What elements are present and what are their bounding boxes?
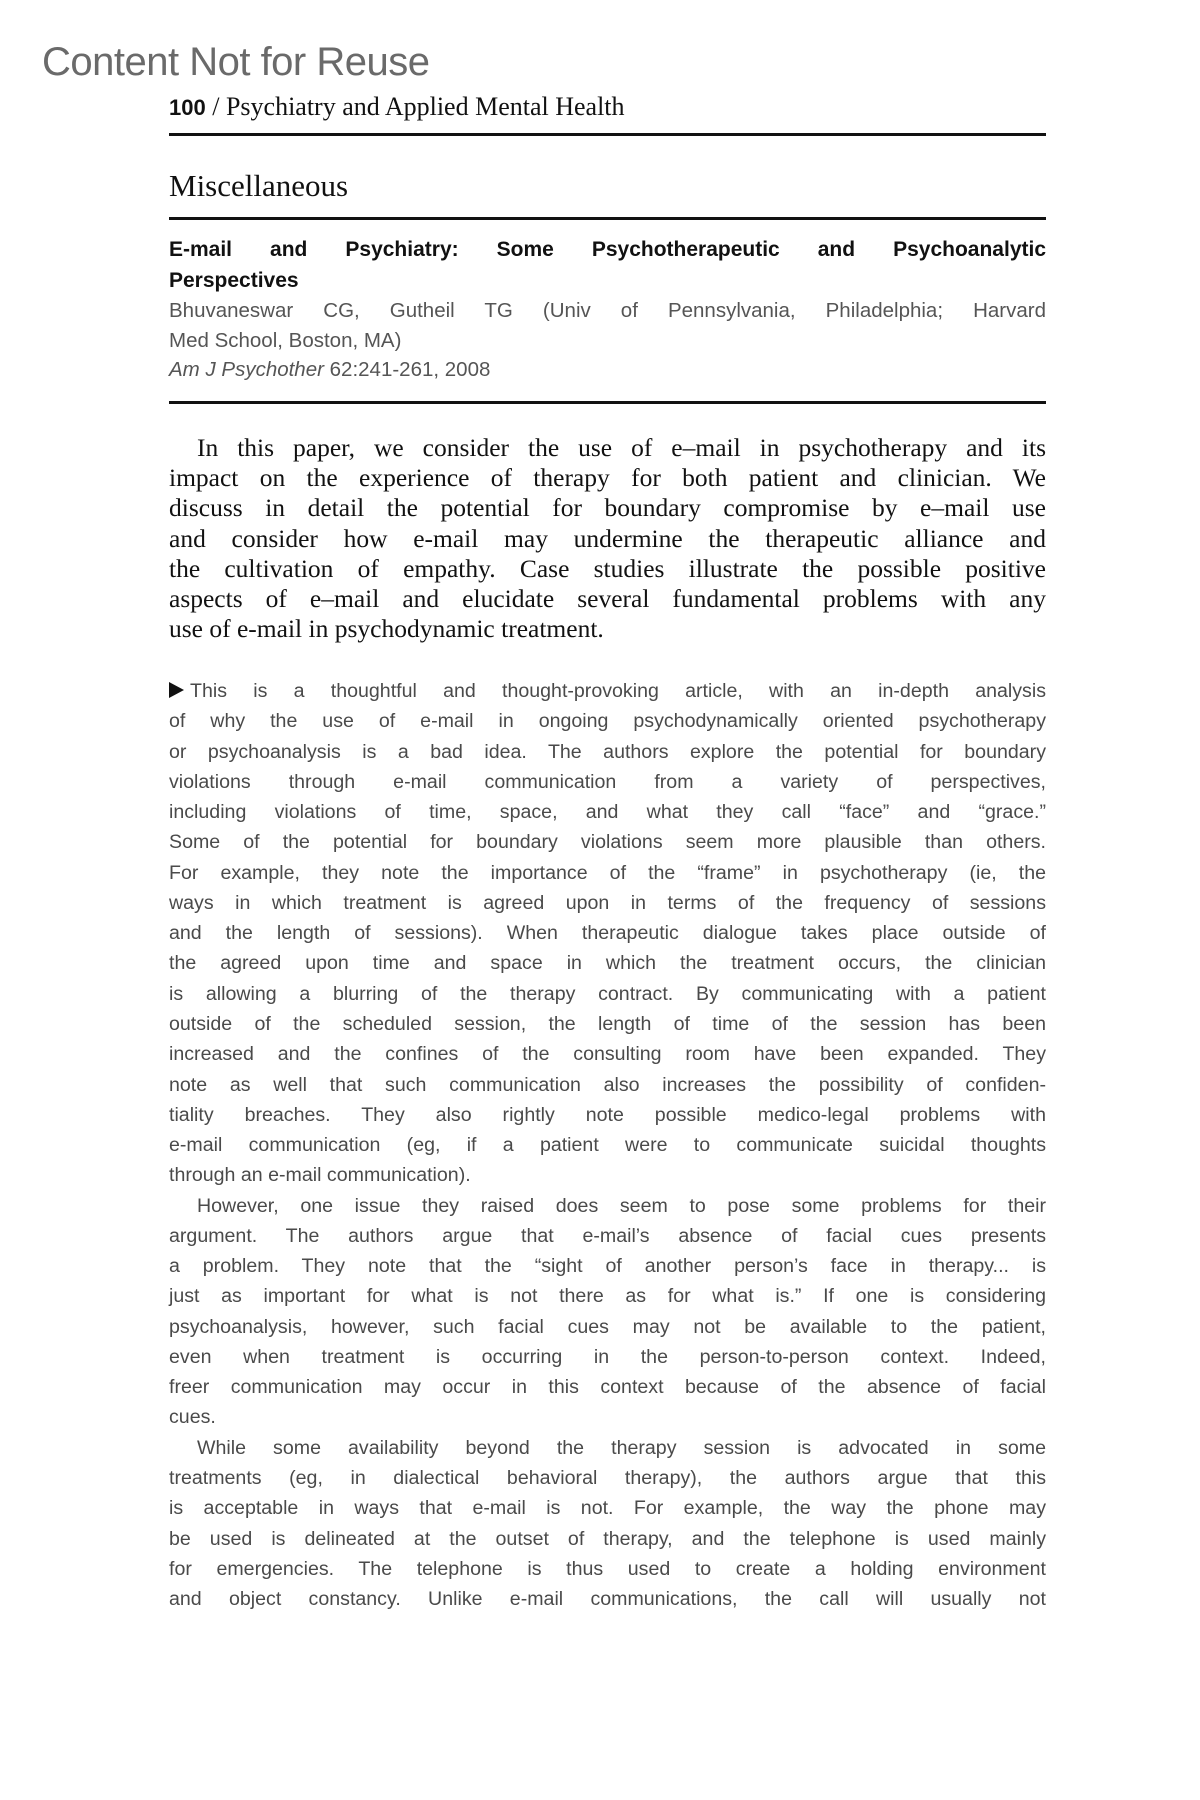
commentary-line: just as important for what is not there as for what is.” If one is considering bbox=[169, 1285, 1046, 1308]
commentary-line: be used is delineated at the outset of therapy, and the telephone is used mainly bbox=[169, 1527, 1046, 1550]
commentary-line: ways in which treatment is agreed upon in terms of the frequency of sessions bbox=[169, 891, 1046, 914]
commentary-line: e-mail communication (eg, if a patient were to communicate suicidal thoughts bbox=[169, 1134, 1046, 1157]
running-head-separator: / bbox=[212, 92, 220, 121]
commentary-line: including violations of time, space, and what they call “face” and “grace.” bbox=[169, 801, 1046, 824]
journal-name: Am J Psychother bbox=[169, 358, 324, 381]
commentary-line: is allowing a blurring of the therapy contract. By communicating with a patient bbox=[169, 982, 1046, 1005]
article-title-line: E-mail and Psychiatry: Some Psychotherapeutic and Psychoanalytic bbox=[169, 238, 1046, 261]
commentary-line: While some availability beyond the therapy session is advocated in some bbox=[197, 1436, 1046, 1459]
section-title: Miscellaneous bbox=[169, 168, 349, 203]
section-rule bbox=[169, 217, 1046, 220]
journal-title: Psychiatry and Applied Mental Health bbox=[225, 92, 625, 121]
commentary-line: note as well that such communication also increases the possibility of confiden- bbox=[169, 1073, 1046, 1096]
commentary-line bbox=[169, 676, 1046, 706]
article-citation bbox=[169, 355, 1046, 385]
header-rule bbox=[169, 133, 1046, 136]
commentary-line: outside of the scheduled session, the length of time of the session has been bbox=[169, 1012, 1046, 1035]
commentary-line: cues. bbox=[169, 1406, 216, 1429]
commentary-line: argument. The authors argue that e-mail’s absence of facial cues presents bbox=[169, 1224, 1046, 1247]
article-title-line: Perspectives bbox=[169, 269, 299, 292]
commentary-line: even when treatment is occurring in the person-to-person context. Indeed, bbox=[169, 1345, 1046, 1368]
citation-rule bbox=[169, 401, 1046, 404]
commentary-line: of why the use of e-mail in ongoing psychodynamically oriented psychotherapy bbox=[169, 710, 1046, 733]
abstract-line: impact on the experience of therapy for both patient and clinician. We bbox=[169, 463, 1046, 493]
citation-details: 62:241-261, 2008 bbox=[329, 358, 491, 381]
commentary-line: increased and the confines of the consulting room have been expanded. They bbox=[169, 1043, 1046, 1066]
commentary-line: However, one issue they raised does seem to pose some problems for their bbox=[197, 1194, 1046, 1217]
triangle-right-icon bbox=[169, 682, 184, 698]
commentary-line: for emergencies. The telephone is thus used to create a holding environment bbox=[169, 1557, 1046, 1580]
commentary-line: through an e-mail communication). bbox=[169, 1164, 471, 1187]
commentary-line: treatments (eg, in dialectical behavioral therapy), the authors argue that this bbox=[169, 1467, 1046, 1490]
article-authors-line: Med School, Boston, MA) bbox=[169, 329, 402, 352]
commentary-line: the agreed upon time and space in which the treatment occurs, the clinician bbox=[169, 952, 1046, 975]
watermark-text: Content Not for Reuse bbox=[42, 40, 430, 84]
commentary-line: psychoanalysis, however, such facial cues may not be available to the patient, bbox=[169, 1315, 1046, 1338]
article-authors-line: Bhuvaneswar CG, Gutheil TG (Univ of Pennsylvania, Philadelphia; Harvard bbox=[169, 299, 1046, 322]
commentary-line: violations through e-mail communication from a variety of perspectives, bbox=[169, 770, 1046, 793]
commentary-line: tiality breaches. They also rightly note possible medico-legal problems with bbox=[169, 1103, 1046, 1126]
abstract-line: aspects of e–mail and elucidate several fundamental problems with any bbox=[169, 584, 1046, 613]
running-head bbox=[169, 92, 625, 122]
commentary-line: freer communication may occur in this context because of the absence of facial bbox=[169, 1376, 1046, 1399]
abstract-line: In this paper, we consider the use of e–mail in psychotherapy and its bbox=[197, 433, 1046, 462]
commentary-line: For example, they note the importance of the “frame” in psychotherapy (ie, the bbox=[169, 861, 1046, 884]
commentary-line: or psychoanalysis is a bad idea. The authors explore the potential for boundary bbox=[169, 740, 1046, 763]
abstract-line: discuss in detail the potential for boundary compromise by e–mail use bbox=[169, 493, 1046, 523]
commentary-line: is acceptable in ways that e-mail is not. For example, the way the phone may bbox=[169, 1497, 1046, 1520]
abstract-line: the cultivation of empathy. Case studies illustrate the possible positive bbox=[169, 553, 1046, 583]
abstract-line: use of e-mail in psychodynamic treatment. bbox=[169, 614, 604, 644]
commentary-line: and the length of sessions). When therapeutic dialogue takes place outside of bbox=[169, 922, 1046, 945]
page-number: 100 bbox=[169, 95, 206, 120]
commentary-line: Some of the potential for boundary violations seem more plausible than others. bbox=[169, 831, 1046, 854]
commentary-line-text: This is a thoughtful and thought-provoking article, with an in-depth analysis bbox=[190, 680, 1046, 702]
commentary-line: and object constancy. Unlike e-mail communications, the call will usually not bbox=[169, 1588, 1046, 1611]
abstract-line: and consider how e-mail may undermine the therapeutic alliance and bbox=[169, 523, 1046, 553]
commentary-line: a problem. They note that the “sight of another person’s face in therapy... is bbox=[169, 1255, 1046, 1278]
